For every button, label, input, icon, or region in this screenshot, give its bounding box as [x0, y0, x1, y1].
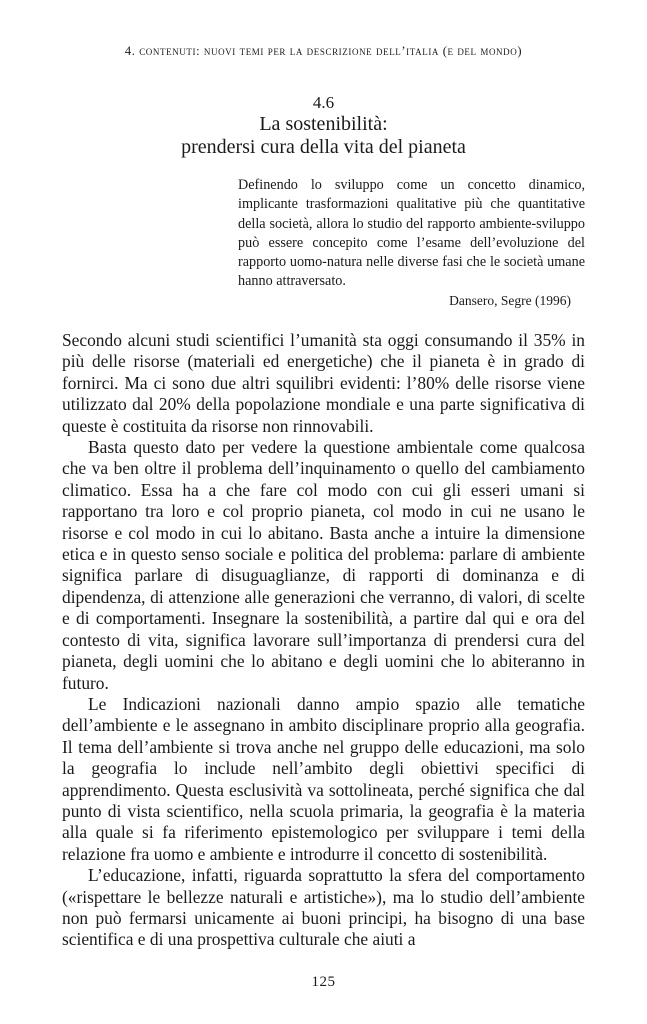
running-head: 4. contenuti: nuovi temi per la descrizione dell’italia (e del mondo): [124, 44, 523, 58]
page-number: 125: [311, 974, 336, 990]
epigraph-quote: Definendo lo sviluppo come un concetto dinamico, implicante trasformazioni qualitative più che quantitative della società, allora lo studio del rapporto ambiente-sviluppo può essere concepito come l’esame dell’evoluzione del rapporto uomo-natura nelle diverse fasi che le società umane hanno attraversato.: [238, 177, 585, 290]
body-text: [62, 330, 585, 951]
section-title: [0, 113, 647, 159]
section-number: 4.6: [312, 93, 335, 112]
epigraph-attribution: Dansero, Segre (1996): [449, 293, 571, 308]
paragraph: Secondo alcuni studi scientifici l’umanità sta oggi consumando il 35% in più delle risorse (materiali ed energetiche) che il pianeta è in grado di fornirci. Ma ci sono due altri squilibri evidenti: l’80% delle risorse viene utilizzato dal 20% della popolazione mondiale e una parte significativa di queste è costituita da risorse non rinnovabili.: [62, 330, 585, 436]
section-title-line-1: La sostenibilità:: [259, 113, 388, 135]
paragraph: Basta questo dato per vedere la questione ambientale come qualcosa che va ben oltre il problema dell’inquinamento o quello del cambiamento climatico. Essa ha a che fare col modo con cui gli esseri umani si rapportano tra loro e col proprio pianeta, col modo in cui ne usano le risorse e col modo in cui lo abitano. Basta anche a intuire la dimensione etica e in questo senso sociale e politica del problema: parlare di ambiente significa parlare di disuguaglianze, di rapporti di dominanza e di dipendenza, di attenzione alle generazioni che verranno, di valori, di scelte e di comportamenti. Insegnare la sostenibilità, a partire dal qui e ora del contesto di vita, significa lavorare sull’importanza di prendersi cura del pianeta, degli uomini che lo abitano e degli uomini che lo abiteranno in futuro.: [62, 437, 585, 693]
paragraph: L’educazione, infatti, riguarda soprattutto la sfera del comportamento («rispettare le bellezze naturali e artistiche»), ma lo studio dell’ambiente non può fermarsi unicamente ai buoni principi, ha bisogno di una base scientifica e di una prospettiva culturale che aiuti a: [62, 865, 585, 950]
paragraph: Le Indicazioni nazionali danno ampio spazio alle tematiche dell’ambiente e le assegnano in ambito disciplinare proprio alla geografia. Il tema dell’ambiente si trova anche nel gruppo delle educazioni, ma solo la geografia lo include nell’ambito degli obiettivi specifici di apprendimento. Questa esclusività va sottolineata, perché significa che dal punto di vista scientifico, nella scuola primaria, la geografia è la materia alla quale si fa riferimento epistemologico per sviluppare i temi della relazione fra uomo e ambiente e introdurre il concetto di sostenibilità.: [62, 693, 585, 864]
section-title-line-2: prendersi cura della vita del pianeta: [181, 136, 466, 158]
